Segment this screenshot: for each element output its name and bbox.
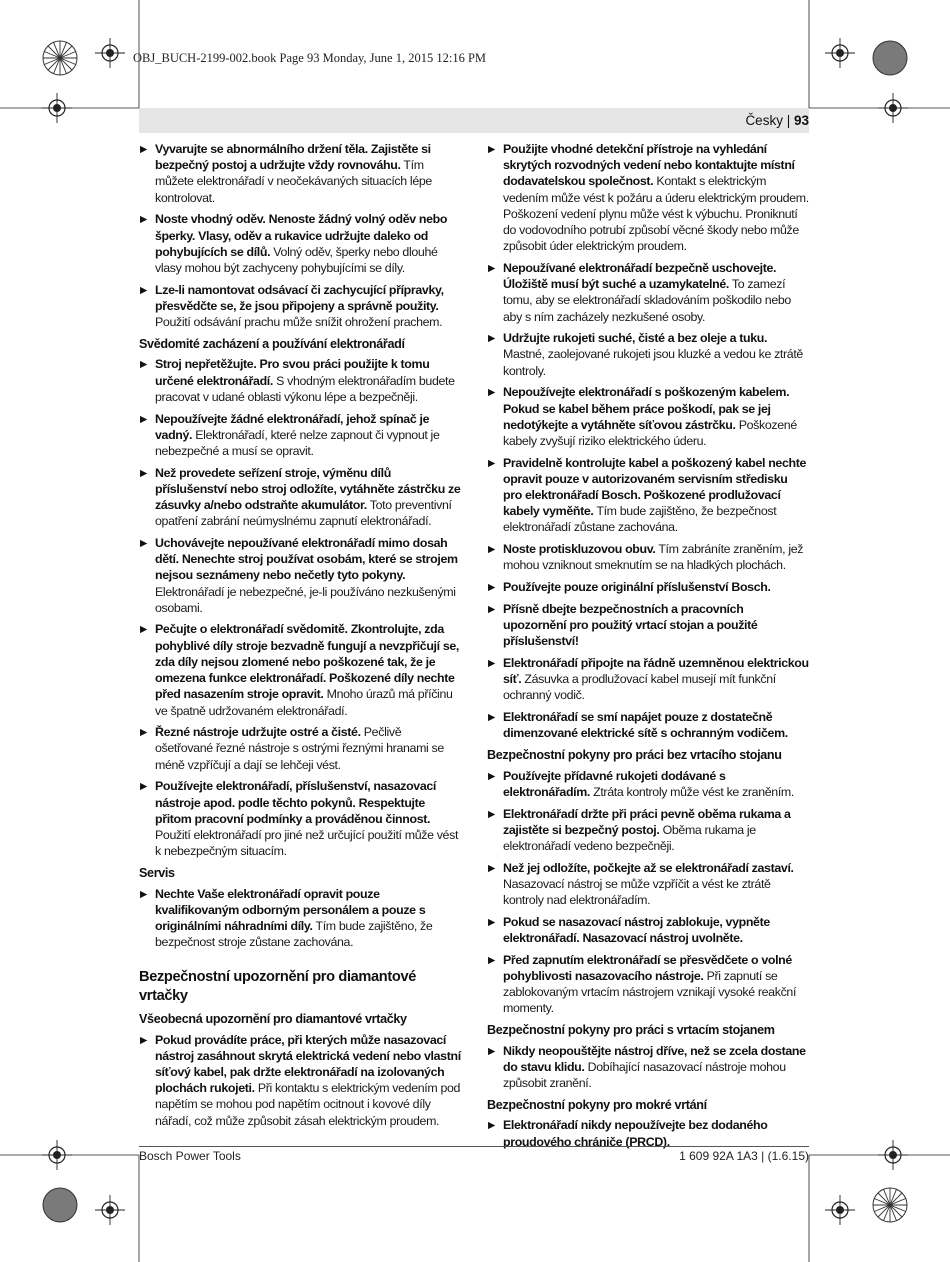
item-normal-text: Volný oděv, šperky nebo dlouhé vlasy mohou být zachyceny pohybujícími se díly. xyxy=(155,244,438,275)
item-normal-text: Tím můžete elektronářadí v neočekávaných situacích lépe kontrolovat. xyxy=(155,158,432,205)
triangle-bullet-icon: ▶ xyxy=(488,657,495,669)
subheading: Servis xyxy=(139,866,175,881)
list-item xyxy=(139,535,461,616)
list-item xyxy=(139,356,461,405)
item-normal-text: Elektronářadí je nebezpečné, je-li používáno nezkušenými osobami. xyxy=(155,584,456,615)
item-normal-text: Tím zabráníte zraněním, jež mohou vzniknout smeknutím se na hladkých plochách. xyxy=(503,542,804,573)
list-item xyxy=(487,860,809,909)
item-normal-text: Při zapnutí se zablokovaným vrtacím nástrojem vznikají vysoké reakční momenty. xyxy=(503,968,797,1016)
list-item xyxy=(487,601,809,650)
item-bold-text: Nepoužívané elektronářadí bezpečně uschovejte. Úložiště musí být suché a uzamykatelné. xyxy=(503,260,777,292)
triangle-bullet-icon: ▶ xyxy=(488,333,495,345)
triangle-bullet-icon: ▶ xyxy=(140,727,147,739)
list-item xyxy=(139,621,461,718)
triangle-bullet-icon: ▶ xyxy=(488,144,495,155)
item-normal-text: Tím bude zajištěno, že bezpečnost elektronářadí zůstane zachována. xyxy=(503,504,777,535)
triangle-bullet-icon: ▶ xyxy=(488,1045,495,1057)
triangle-bullet-icon: ▶ xyxy=(488,387,495,399)
item-bold-text: Vyvarujte se abnormálního držení těla. Zajistěte si bezpečný postoj a udržujte vždy rovnováhu. xyxy=(155,142,431,173)
item-normal-text: Při kontaktu s elektrickým vedením pod napětím se mohou pod napětím ocitnout i kovové díly nářadí, což může způsobit zásah elektrickým proudem. xyxy=(155,1081,461,1128)
list-item xyxy=(487,806,809,855)
item-bold-text: Elektronářadí připojte na řádně uzemněnou elektrickou síť. xyxy=(503,655,809,687)
item-bold-text: Používejte elektronářadí, příslušenství, nasazovací nástroje apod. podle těchto pokynů. Respektujte přitom pracovní podmínky a prováděnou činnost. xyxy=(155,779,437,826)
item-bold-text: Než jej odložíte, počkejte až se elektronářadí zastaví. xyxy=(503,860,794,875)
header-language: Česky xyxy=(745,113,783,128)
triangle-bullet-icon: ▶ xyxy=(140,624,147,636)
item-bold-text: Pravidelně kontrolujte kabel a poškozený kabel nechte opravit pouze v autorizovaném servisním středisku pro elektronářadí Bosch. Poškozené prodlužovací kabely vyměňte. xyxy=(503,455,807,519)
subheading: Bezpečnostní pokyny pro mokré vrtání xyxy=(487,1098,707,1113)
footer-rule xyxy=(139,1146,809,1147)
item-bold-text: Pokud se nasazovací nástroj zablokuje, vypněte elektronářadí. Nasazovací nástroj uvolněte. xyxy=(503,914,770,945)
item-bold-text: Uchovávejte nepoužívané elektronářadí mimo dosah dětí. Nenechte stroj používat osobám, které se strojem nejsou seznámeny nebo nečetly tyto pokyny. xyxy=(155,535,458,583)
item-normal-text: S vhodným elektronářadím budete pracovat v udané oblasti výkonu lépe a bezpečněji. xyxy=(155,373,455,404)
item-normal-text: Kontakt s elektrickým vedením může vést k požáru a úderu elektrickým proudem. Poškození vedení plynu může vést k výbuchu. Proniknutí do vodovodního potrubí způsobí věcné škody nebo může způsobit úder elektrickým proudem. xyxy=(503,174,809,254)
item-bold-text: Udržujte rukojeti suché, čisté a bez oleje a tuku. xyxy=(503,331,768,346)
list-item xyxy=(487,384,809,449)
footer-left: Bosch Power Tools xyxy=(139,1149,241,1163)
item-bold-text: Nepoužívejte žádné elektronářadí, jehož spínač je vadný. xyxy=(155,411,430,442)
list-item xyxy=(487,914,809,946)
triangle-bullet-icon: ▶ xyxy=(488,770,495,782)
subheading: Bezpečnostní pokyny pro práci bez vrtacího stojanu xyxy=(487,748,782,763)
item-bold-text: Lze-li namontovat odsávací či zachycující přípravky, přesvědčte se, že jsou připojeny a správně použity. xyxy=(155,282,444,313)
list-item xyxy=(487,655,809,704)
list-item xyxy=(139,778,461,859)
item-normal-text: Tím bude zajištěno, že bezpečnost stroje zůstane zachována. xyxy=(155,918,433,950)
triangle-bullet-icon: ▶ xyxy=(488,1120,495,1132)
slug-line: OBJ_BUCH-2199-002.book Page 93 Monday, June 1, 2015 12:16 PM xyxy=(133,51,487,65)
item-bold-text: Než provedete seřízení stroje, výměnu dílů příslušenství nebo stroj odložíte, vytáhněte zástrčku ze zásuvky a/nebo odstraňte akumulátor. xyxy=(155,465,461,513)
triangle-bullet-icon: ▶ xyxy=(140,413,147,425)
list-item xyxy=(487,952,809,1017)
item-bold-text: Elektronářadí držte při práci pevně oběma rukama a zajistěte si bezpečný postoj. xyxy=(503,806,791,837)
item-normal-text: Poškozené kabely zvyšují riziko elektrického úderu. xyxy=(503,417,797,448)
page-header: Česky | 93 xyxy=(745,113,809,128)
list-item xyxy=(139,1032,461,1129)
subheading: Svědomité zacházení a používání elektronářadí xyxy=(139,337,405,352)
list-item xyxy=(487,579,809,595)
triangle-bullet-icon: ▶ xyxy=(140,888,147,900)
list-item xyxy=(487,455,809,536)
footer-right: 1 609 92A 1A3 | (1.6.15) xyxy=(679,1149,809,1163)
triangle-bullet-icon: ▶ xyxy=(140,781,147,793)
list-item xyxy=(487,1043,809,1092)
list-item xyxy=(139,282,461,331)
item-normal-text: Mnoho úrazů má příčinu ve špatně udržovaném elektronářadí. xyxy=(155,687,453,718)
item-bold-text: Noste vhodný oděv. Nenoste žádný volný oděv nebo šperky. Vlasy, oděv a rukavice udržujte daleko od pohybujících se dílů. xyxy=(155,212,448,259)
right-column xyxy=(487,141,809,1155)
item-bold-text: Nechte Vaše elektronářadí opravit pouze kvalifikovaným odborným personálem a pouze s originálními náhradními díly. xyxy=(155,886,426,933)
item-bold-text: Elektronářadí nikdy nepoužívejte bez dodaného proudového chrániče (PRCD). xyxy=(503,1118,768,1149)
item-bold-text: Stroj nepřetěžujte. Pro svou práci použijte k tomu určené elektronářadí. xyxy=(155,357,430,388)
list-item xyxy=(487,541,809,573)
triangle-bullet-icon: ▶ xyxy=(140,214,147,226)
item-bold-text: Elektronářadí se smí napájet pouze z dostatečně dimenzované elektrické sítě s ochranným vodičem. xyxy=(503,710,788,741)
subheading: Bezpečnostní pokyny pro práci s vrtacím stojanem xyxy=(487,1023,775,1038)
triangle-bullet-icon: ▶ xyxy=(140,467,147,479)
triangle-bullet-icon: ▶ xyxy=(488,582,495,594)
item-bold-text: Pečujte o elektronářadí svědomitě. Zkontrolujte, zda pohyblivé díly stroje bezvadně fungují a nevzpřičují se, zda díly nejsou zlomené nebo poškozené tak, že je omezena funkce elektronářadí. Poškozené díly nechte před nasazením stroje opravit. xyxy=(155,622,460,702)
triangle-bullet-icon: ▶ xyxy=(140,284,147,296)
triangle-bullet-icon: ▶ xyxy=(488,544,495,556)
item-bold-text: Přísně dbejte bezpečnostních a pracovních upozornění pro použitý vrtací stojan a použité příslušenství! xyxy=(503,601,758,649)
subheading: Všeobecná upozornění pro diamantové vrtačky xyxy=(139,1012,407,1027)
item-bold-text: Noste protiskluzovou obuv. xyxy=(503,542,656,557)
item-bold-text: Používejte přídavné rukojeti dodávané s elektronářadím. xyxy=(503,768,726,799)
list-item xyxy=(139,886,461,951)
item-normal-text: Mastné, zaolejované rukojeti jsou kluzké a vedou ke ztrátě kontroly. xyxy=(503,347,803,378)
triangle-bullet-icon: ▶ xyxy=(488,457,495,469)
item-bold-text: Nikdy neopouštějte nástroj dříve, než se zcela dostane do stavu klidu. xyxy=(503,1043,806,1074)
triangle-bullet-icon: ▶ xyxy=(488,262,495,274)
left-column xyxy=(139,141,461,1134)
triangle-bullet-icon: ▶ xyxy=(488,712,495,723)
triangle-bullet-icon: ▶ xyxy=(140,144,147,155)
triangle-bullet-icon: ▶ xyxy=(140,359,147,371)
list-item xyxy=(139,411,461,460)
item-bold-text: Používejte pouze originální příslušenství Bosch. xyxy=(503,580,771,595)
item-normal-text: Oběma rukama je elektronářadí vedeno bezpečněji. xyxy=(503,822,756,853)
list-item xyxy=(487,1117,809,1149)
triangle-bullet-icon: ▶ xyxy=(488,862,495,874)
item-bold-text: Pokud provádíte práce, při kterých může nasazovací nástroj zasáhnout skrytá elektrická vedení nebo vlastní síťový kabel, pak držte elektronářadí na izolovaných plochách rukojeti. xyxy=(155,1032,461,1096)
list-item xyxy=(487,768,809,800)
item-normal-text: Dobíhající nasazovací nástroje mohou způsobit zranění. xyxy=(503,1059,786,1091)
triangle-bullet-icon: ▶ xyxy=(488,603,495,615)
list-item xyxy=(487,141,809,254)
item-bold-text: Použijte vhodné detekční přístroje na vyhledání skrytých rozvodných vedení nebo kontaktujte místní dodavatelskou společnost. xyxy=(503,142,795,189)
item-bold-text: Řezné nástroje udržujte ostré a čisté. xyxy=(155,725,361,740)
list-item xyxy=(139,141,461,206)
list-item xyxy=(139,211,461,276)
list-item xyxy=(487,330,809,379)
triangle-bullet-icon: ▶ xyxy=(488,916,495,928)
triangle-bullet-icon: ▶ xyxy=(488,954,495,966)
item-normal-text: Pečlivě ošetřované řezné nástroje s ostrými řeznými hranami se méně vzpříčují a dají se lehčeji vést. xyxy=(155,725,444,772)
triangle-bullet-icon: ▶ xyxy=(488,808,495,820)
item-normal-text: Elektronářadí, které nelze zapnout či vypnout je nebezpečné a musí se opravit. xyxy=(155,427,440,458)
page-header-bar xyxy=(139,108,809,133)
page-number: 93 xyxy=(793,113,809,128)
item-bold-text: Před zapnutím elektronářadí se přesvědčete o volné pohyblivosti nasazovacího nástroje. xyxy=(503,952,792,983)
list-item xyxy=(487,260,809,325)
item-normal-text: Toto preventivní opatření zabrání neúmyslnému zapnutí elektronářadí. xyxy=(155,498,452,529)
triangle-bullet-icon: ▶ xyxy=(140,537,147,549)
section-heading: Bezpečnostní upozornění pro diamantové vrtačky xyxy=(139,969,416,1004)
item-normal-text: Nasazovací nástroj se může vzpříčit a vést ke ztrátě kontroly nad elektronářadím. xyxy=(503,876,771,908)
item-normal-text: Použití odsávání prachu může snížit ohrožení prachem. xyxy=(155,315,443,330)
item-normal-text: Ztráta kontroly může vést ke zraněním. xyxy=(590,784,794,799)
triangle-bullet-icon: ▶ xyxy=(140,1034,147,1046)
list-item xyxy=(139,724,461,773)
item-normal-text: Zásuvka a prodlužovací kabel musejí mít funkční ochranný vodič. xyxy=(503,672,776,703)
item-bold-text: Nepoužívejte elektronářadí s poškozeným kabelem. Pokud se kabel během práce poškodí, pak se jej nedotýkejte a vytáhněte síťovou zástrčku. xyxy=(503,385,790,432)
item-normal-text: To zamezí tomu, aby se elektronářadí skladováním poškodilo nebo aby s ním zacházely nezkušené osoby. xyxy=(503,277,791,324)
list-item xyxy=(487,709,809,741)
item-normal-text: Použití elektronářadí pro jiné než určující použití může vést k nebezpečným situacím. xyxy=(155,827,459,859)
list-item xyxy=(139,465,461,530)
